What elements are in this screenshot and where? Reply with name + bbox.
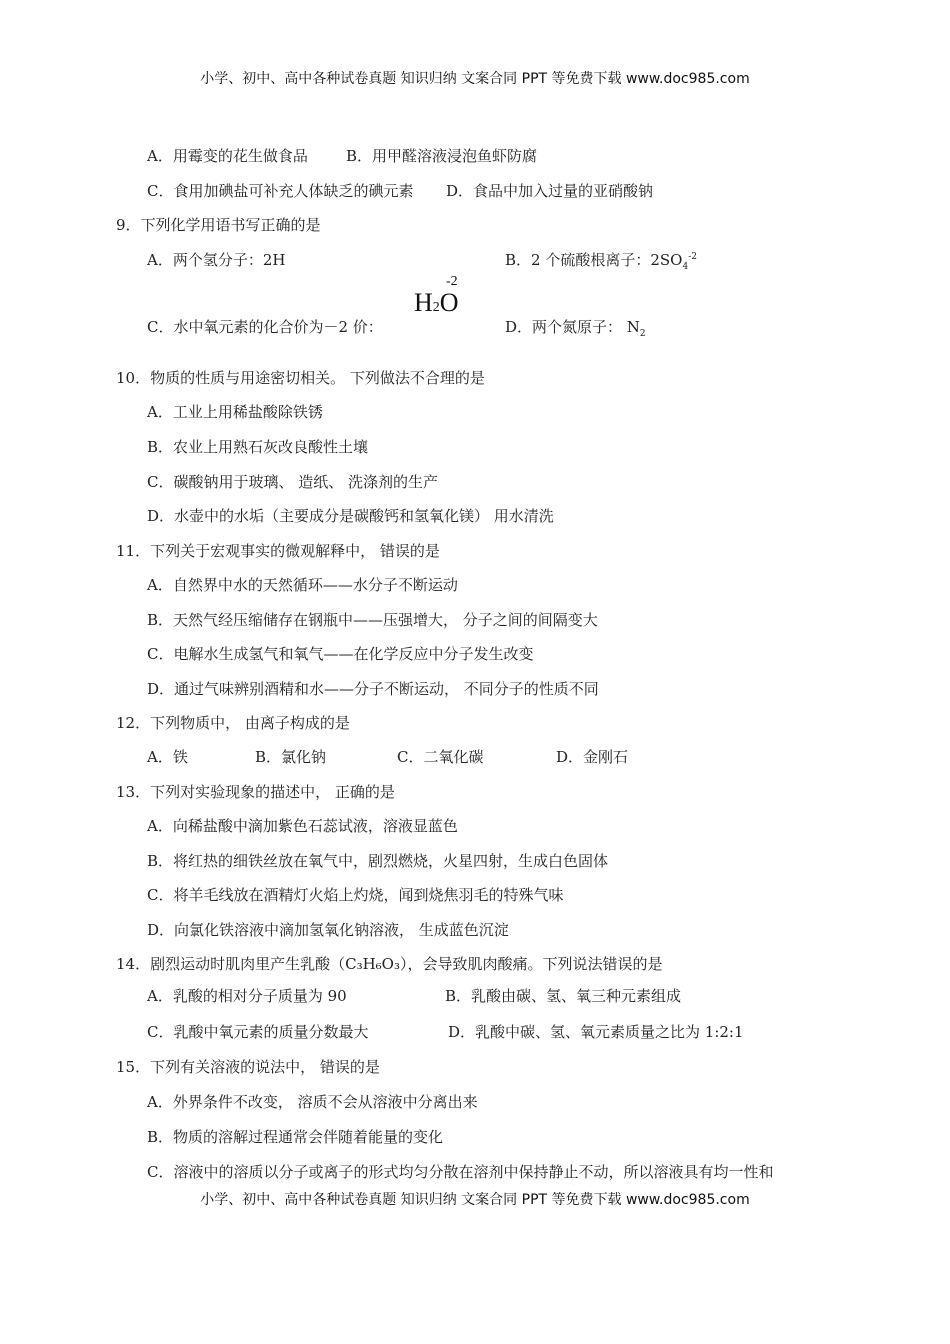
q12-stem: 12．下列物质中， 由离子构成的是 <box>116 714 350 732</box>
q10-option-c: C．碳酸钠用于玻璃、 造纸、 洗涤剂的生产 <box>147 473 439 491</box>
page-footer: 小学、初中、高中各种试卷真题 知识归纳 文案合同 PPT 等免费下载 www.doc985.com <box>200 1192 750 1208</box>
q10-option-a: A．工业上用稀盐酸除铁锈 <box>147 403 323 421</box>
q9-option-a: A．两个氢分子：2H <box>147 251 286 269</box>
q13-option-b: B．将红热的细铁丝放在氧气中，剧烈燃烧，火星四射，生成白色固体 <box>147 852 609 870</box>
q9-stem: 9．下列化学用语书写正确的是 <box>116 216 321 234</box>
q12-option-a: A．铁 <box>147 748 188 766</box>
q13-option-a: A．向稀盐酸中滴加紫色石蕊试液，溶液显蓝色 <box>147 817 458 835</box>
q10-stem: 10．物质的性质与用途密切相关。 下列做法不合理的是 <box>116 369 485 387</box>
q14-stem: 14．剧烈运动时肌肉里产生乳酸（C₃H₆O₃），会导致肌肉酸痛。下列说法错误的是 <box>116 955 663 973</box>
q14-option-a: A．乳酸的相对分子质量为 90 <box>147 987 347 1005</box>
q9-b-text: B．2 个硫酸根离子：2SO <box>505 251 683 269</box>
q11-option-b: B．天然气经压缩储存在钢瓶中——压强增大， 分子之间的间隔变大 <box>147 611 598 629</box>
q14-option-d: D．乳酸中碳、氢、氧元素质量之比为 1:2:1 <box>448 1023 744 1041</box>
q13-option-d: D．向氯化铁溶液中滴加氢氧化钠溶液， 生成蓝色沉淀 <box>147 921 509 939</box>
formula-o: O <box>439 288 459 317</box>
formula-h: H <box>414 288 433 317</box>
q9-d-text: D．两个氮原子： N <box>505 318 640 336</box>
formula-sup: -2 <box>446 274 458 289</box>
q11-option-a: A．自然界中水的天然循环——水分子不断运动 <box>147 576 458 594</box>
q8-option-a: A．用霉变的花生做食品 <box>147 147 308 165</box>
q11-option-d: D．通过气味辨别酒精和水——分子不断运动， 不同分子的性质不同 <box>147 680 599 698</box>
q11-option-c: C．电解水生成氢气和氧气——在化学反应中分子发生改变 <box>147 645 534 663</box>
q9-b-sup: -2 <box>688 252 697 262</box>
q9-d-sub: 2 <box>639 329 646 339</box>
q8-option-d: D．食品中加入过量的亚硝酸钠 <box>446 182 654 200</box>
q12-option-c: C．二氧化碳 <box>397 748 484 766</box>
q15-option-a: A．外界条件不改变， 溶质不会从溶液中分离出来 <box>147 1093 478 1111</box>
q13-stem: 13．下列对实验现象的描述中， 正确的是 <box>116 783 395 801</box>
q8-option-b: B．用甲醛溶液浸泡鱼虾防腐 <box>346 147 538 165</box>
q11-stem: 11．下列关于宏观事实的微观解释中， 错误的是 <box>116 542 440 560</box>
q14-option-c: C．乳酸中氧元素的质量分数最大 <box>147 1023 369 1041</box>
q9-option-b <box>505 250 697 270</box>
q8-option-c: C．食用加碘盐可补充人体缺乏的碘元素 <box>147 182 414 200</box>
q14-option-b: B．乳酸由碳、氢、氧三种元素组成 <box>445 987 682 1005</box>
q10-option-d: D．水壶中的水垢（主要成分是碳酸钙和氢氧化镁） 用水清洗 <box>147 507 554 525</box>
water-valence-formula <box>414 274 459 317</box>
q15-option-c: C．溶液中的溶质以分子或离子的形式均匀分散在溶剂中保持静止不动，所以溶液具有均一性和 <box>147 1163 774 1181</box>
q9-b-sub: 4 <box>682 262 689 272</box>
q12-option-d: D．金刚石 <box>556 748 629 766</box>
q12-option-b: B．氯化钠 <box>255 748 327 766</box>
q13-option-c: C．将羊毛线放在酒精灯火焰上灼烧，闻到烧焦羽毛的特殊气味 <box>147 886 564 904</box>
page-header: 小学、初中、高中各种试卷真题 知识归纳 文案合同 PPT 等免费下载 www.doc985.com <box>200 71 750 87</box>
q10-option-b: B．农业上用熟石灰改良酸性土壤 <box>147 438 369 456</box>
q15-stem: 15．下列有关溶液的说法中， 错误的是 <box>116 1058 380 1076</box>
q9-option-c: C．水中氧元素的化合价为－2 价： <box>147 318 383 336</box>
q9-option-d <box>505 317 646 337</box>
q15-option-b: B．物质的溶解过程通常会伴随着能量的变化 <box>147 1128 444 1146</box>
formula-sub: 2 <box>432 300 440 315</box>
